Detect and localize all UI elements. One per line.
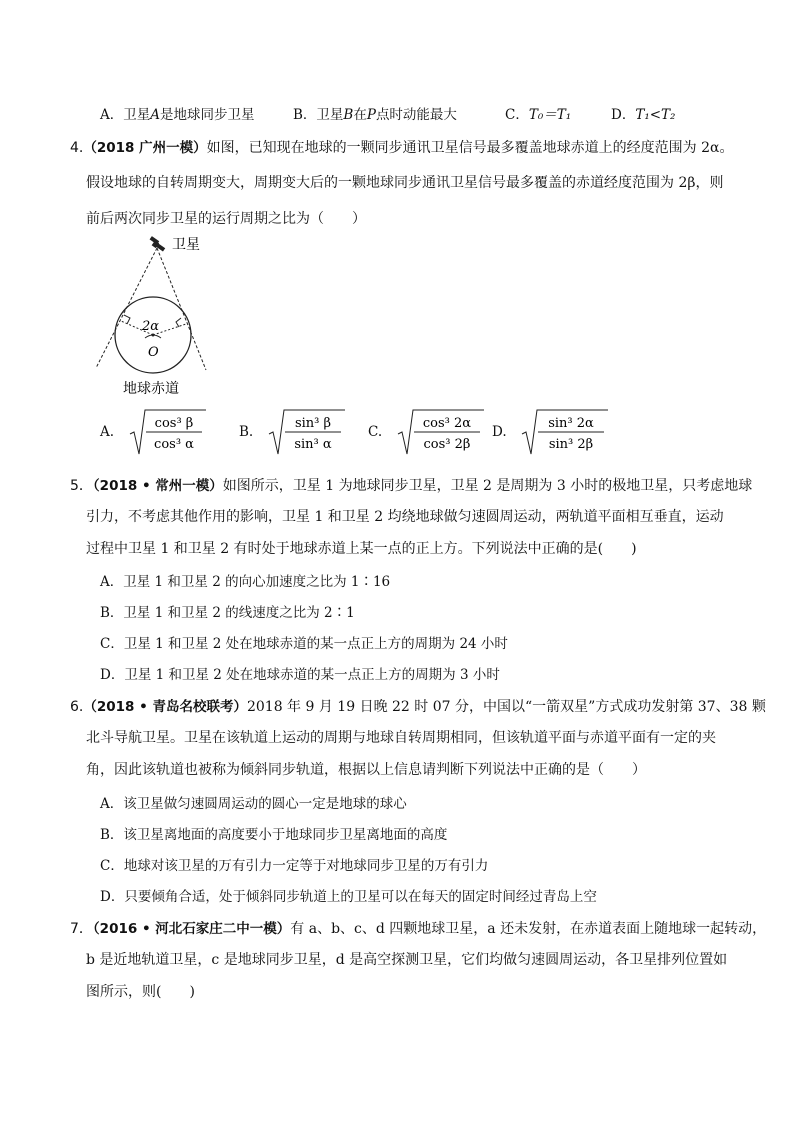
q3-option-b-mid: 在 (353, 107, 367, 123)
q3-option-a (100, 103, 255, 123)
q5-line2: 引力，不考虑其他作用的影响，卫星 1 和卫星 2 均绕地球做匀速圆周运动，两轨道平面相互垂直，运动 (86, 509, 724, 525)
q4-line3: 前后两次同步卫星的运行周期之比为（ ） (86, 211, 366, 227)
q3-option-c-expr: T₀＝T₁ (528, 107, 572, 123)
q6-line2: 北斗导航卫星。卫星在该轨道上运动的周期与地球自转周期相同，但该轨道平面与赤道平面有一定的夹 (86, 730, 716, 746)
q4-option-a-numerator: cos³ β (154, 416, 194, 431)
q5-choice-a: A．卫星 1 和卫星 2 的向心加速度之比为 1∶16 (100, 574, 391, 590)
satellite-label: 卫星 (172, 237, 200, 253)
q7-line1 (70, 917, 766, 938)
q5-choice-b: B．卫星 1 和卫星 2 的线速度之比为 2∶1 (100, 605, 355, 621)
q3-option-b-var: B (343, 107, 354, 123)
q4-option-b-numerator: sin³ β (294, 416, 332, 431)
q6-choice-a: A．该卫星做匀速圆周运动的圆心一定是地球的球心 (100, 796, 407, 812)
q4-option-d-label: D. (492, 424, 507, 440)
q5-number: 5． (70, 478, 93, 494)
q5-text-line1: 如图所示，卫星 1 为地球同步卫星，卫星 2 是周期为 3 小时的极地卫星，只考虑地球 (222, 478, 753, 494)
q5-source: （2018 • 常州一模） (92, 478, 223, 494)
figure-caption: 地球赤道 (123, 381, 179, 397)
q4-line2: 假设地球的自转周期变大，周期变大后的一颗地球同步通讯卫星信号最多覆盖的赤道经度范围为 2β，则 (86, 175, 724, 191)
q3-option-d-prefix: D． (611, 107, 636, 123)
q3-option-b-prefix: B．卫星 (293, 107, 344, 123)
q4-figure (90, 228, 230, 403)
q3-option-d (611, 103, 675, 123)
q3-option-b (293, 103, 457, 123)
q4-source: （2018 广州一模） (83, 140, 207, 156)
q4-option-d-denominator: sin³ 2β (548, 437, 594, 452)
q5-line3: 过程中卫星 1 和卫星 2 有时处于地球赤道上某一点的正上方。下列说法中正确的是( ) (86, 541, 637, 557)
q4-option-b (239, 408, 389, 456)
q3-option-a-var: A (150, 107, 160, 123)
q3-option-c-prefix: C． (505, 107, 529, 123)
q4-option-a (100, 408, 250, 456)
q4-option-b-label: B. (239, 424, 254, 440)
q4-option-d-numerator: sin³ 2α (548, 416, 594, 431)
q6-text-line1: 2018 年 9 月 19 日晚 22 时 07 分，中国以“一箭双星”方式成功发射第 37、38 颗 (246, 699, 766, 715)
q4-option-b-radical (267, 408, 347, 456)
q3-option-b-var2: P (366, 107, 376, 123)
q6-choice-b: B．该卫星离地面的高度要小于地球同步卫星离地面的高度 (100, 827, 448, 843)
q4-option-a-label: A. (100, 424, 115, 440)
q3-option-d-expr: T₁<T₂ (635, 107, 676, 123)
q4-option-c-radical (396, 408, 486, 456)
q7-line2: b 是近地轨道卫星，c 是地球同步卫星，d 是高空探测卫星，它们均做匀速圆周运动，各卫星排列位置如 (86, 952, 728, 968)
q4-line1 (70, 136, 733, 157)
q5-choice-d: D．卫星 1 和卫星 2 处在地球赤道的某一点正上方的周期为 3 小时 (100, 667, 500, 683)
q3-option-b-text: 点时动能最大 (375, 107, 457, 123)
q4-option-c-denominator: cos³ 2β (423, 437, 471, 452)
angle-label: 2α (142, 319, 160, 334)
q4-number: 4. (70, 140, 84, 156)
center-label: O (148, 345, 159, 360)
q4-option-c-label: C. (368, 424, 383, 440)
q6-choice-d: D．只要倾角合适，处于倾斜同步轨道上的卫星可以在每天的固定时间经过青岛上空 (100, 889, 597, 905)
q4-option-c-numerator: cos³ 2α (422, 416, 472, 431)
q4-option-a-denominator: cos³ α (154, 437, 194, 452)
q4-text-line1: 如图，已知现在地球的一颗同步通讯卫星信号最多覆盖地球赤道上的经度范围为 2α。 (206, 140, 734, 156)
q3-option-a-text: 是地球同步卫星 (160, 107, 255, 123)
q3-option-c (505, 103, 571, 123)
q7-number: 7． (70, 921, 93, 937)
q6-line3: 角，因此该轨道也被称为倾斜同步轨道，根据以上信息请判断下列说法中正确的是（ ） (86, 762, 646, 778)
q6-line1 (70, 695, 766, 716)
q7-line3: 图所示，则( ) (86, 984, 195, 1000)
q5-line1 (70, 474, 752, 495)
q4-option-d-radical (520, 408, 610, 456)
q6-number: 6. (70, 699, 84, 715)
q7-source: （2016 • 河北石家庄二中一模） (92, 921, 291, 937)
q7-text-line1: 有 a、b、c、d 四颗地球卫星，a 还未发射，在赤道表面上随地球一起转动， (290, 921, 767, 937)
q5-choice-c: C．卫星 1 和卫星 2 处在地球赤道的某一点正上方的周期为 24 小时 (100, 636, 508, 652)
q4-option-b-denominator: sin³ α (294, 437, 332, 452)
q6-choice-c: C．地球对该卫星的万有引力一定等于对地球同步卫星的万有引力 (100, 858, 489, 874)
right-angle-left (124, 315, 130, 324)
q4-option-d (492, 408, 642, 456)
q6-source: （2018 • 青岛名校联考） (83, 699, 247, 715)
q3-option-a-prefix: A．卫星 (100, 107, 151, 123)
q4-option-a-radical (128, 408, 208, 456)
